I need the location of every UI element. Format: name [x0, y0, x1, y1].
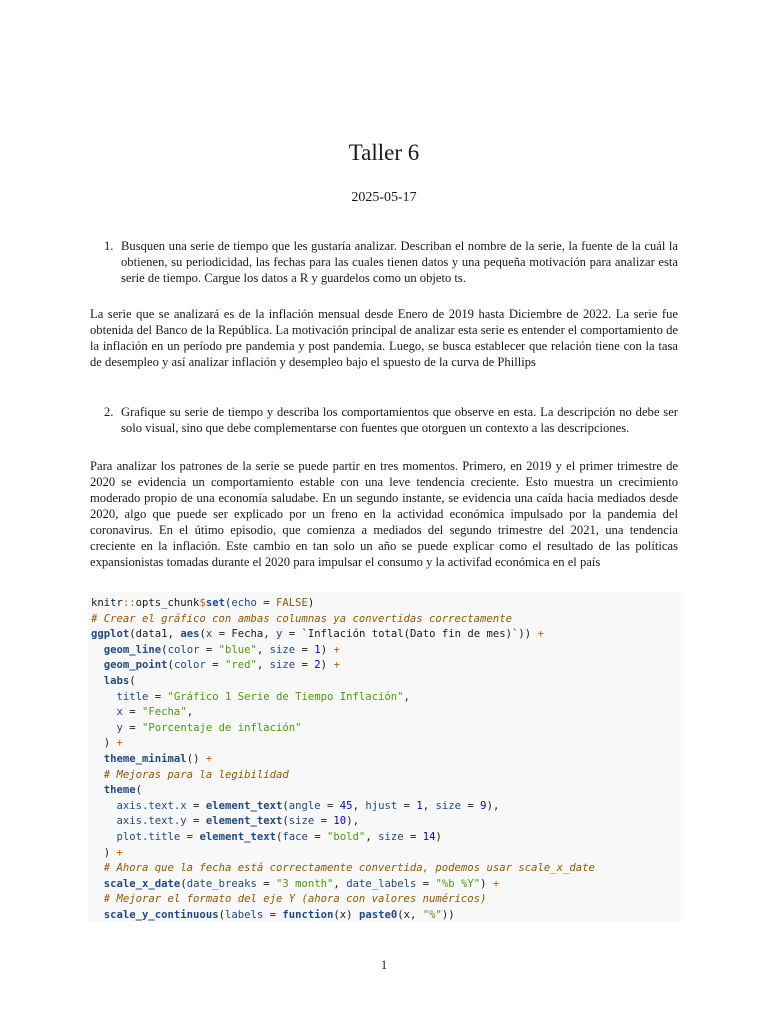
code-line: x = "Fecha",	[116, 706, 194, 719]
code-line: # Crear el gráfico con ambas columnas ya convertidas correctamente	[91, 612, 512, 625]
code-line: knitr::opts_chunk$set(echo = FALSE)	[91, 597, 315, 609]
answer-paragraph-2: Para analizar los patrones de la serie se puede partir en tres momentos. Primero, en 2019 y el primer trimestre de 2020 se evidencia un comportamiento estable con una leve tendencia creciente. Esto muestra un crecimiento moderado propio de una economía saludabe. En un segundo instante, se evidencia una caída hacia mediados desde 2020, algo que puede ser explicado por un freno en la actividad económica impulsado por la pandemia del coronavirus. En el útimo episodio, que comienza a mediados del segundo trimestre del 2021, una tendencia creciente en la inflación. Este cambio en tan solo un año se puede explicar como el resultado de las políticas expansionistas tomadas durante el 2020 para impulsar el consumo y la activifad económica en el país	[90, 459, 678, 569]
code-line: labs(	[103, 674, 136, 687]
document-title: Taller 6	[348, 140, 420, 165]
code-line: theme(	[103, 784, 143, 797]
code-line: scale_x_date(date_breaks = "3 month", date_labels = "%b %Y") +	[103, 877, 500, 890]
code-line: # Ahora que la fecha está correctamente convertida, podemos usar scale_x_date	[103, 862, 595, 875]
question-text: Busquen una serie de tiempo que les gustaría analizar. Describan el nombre de la serie, la fuente de la cuál la obtienen, su periodicidad, las fechas para las cuales tienen datos y una pequeña motivación para analizar esta serie de tiempo. Cargue los datos a R y guardelos como un objeto ts.	[121, 239, 678, 285]
code-line: axis.text.x = element_text(angle = 45, hjust = 1, size = 9),	[116, 799, 500, 812]
code-line: # Mejoras para la legibilidad	[103, 768, 289, 781]
code-line: scale_y_continuous(labels = function(x) paste0(x, "%"))	[103, 908, 455, 921]
code-block	[88, 592, 681, 922]
code-line: ggplot(data1, aes(x = Fecha, y = `Inflación total(Dato fin de mes)`)) +	[91, 628, 544, 641]
code-line: geom_line(color = "blue", size = 1) +	[103, 643, 340, 656]
code-line: ) +	[91, 737, 123, 750]
code-line: # Mejorar el formato del eje Y (ahora con valores numéricos)	[103, 893, 487, 906]
code-line: title = "Gráfico 1 Serie de Tiempo Inflación",	[116, 690, 410, 703]
page-number: 1	[380, 958, 388, 972]
question-number: 1.	[104, 239, 114, 253]
answer-paragraph-1: La serie que se analizará es de la inflación mensual desde Enero de 2019 hasta Diciembre de 2022. La serie fue obtenida del Banco de la República. La motivación principal de analizar esta serie es entender el comportamiento de la inflación en un período pre pandemia y post pandemia. Luego, se busca establecer que relación tiene con la tasa de desempleo y así analizar inflación y desempleo bajo el spuesto de la curva de Phillips	[90, 307, 678, 369]
document-date: 2025-05-17	[351, 190, 417, 205]
code-line: geom_point(color = "red", size = 2) +	[103, 659, 340, 672]
code-line: y = "Porcentaje de inflación"	[116, 721, 302, 734]
question-text: Grafique su serie de tiempo y describa los comportamientos que observe en esta. La descripción no debe ser solo visual, sino que debe complementarse con fuentes que otorguen un contexto a las descripciones.	[121, 405, 678, 435]
code-line: theme_minimal() +	[103, 752, 213, 765]
code-line: axis.text.y = element_text(size = 10),	[116, 815, 359, 828]
question-number: 2.	[104, 405, 114, 419]
code-line: plot.title = element_text(face = "bold", size = 14)	[116, 830, 442, 843]
code-line: ) +	[91, 846, 123, 859]
